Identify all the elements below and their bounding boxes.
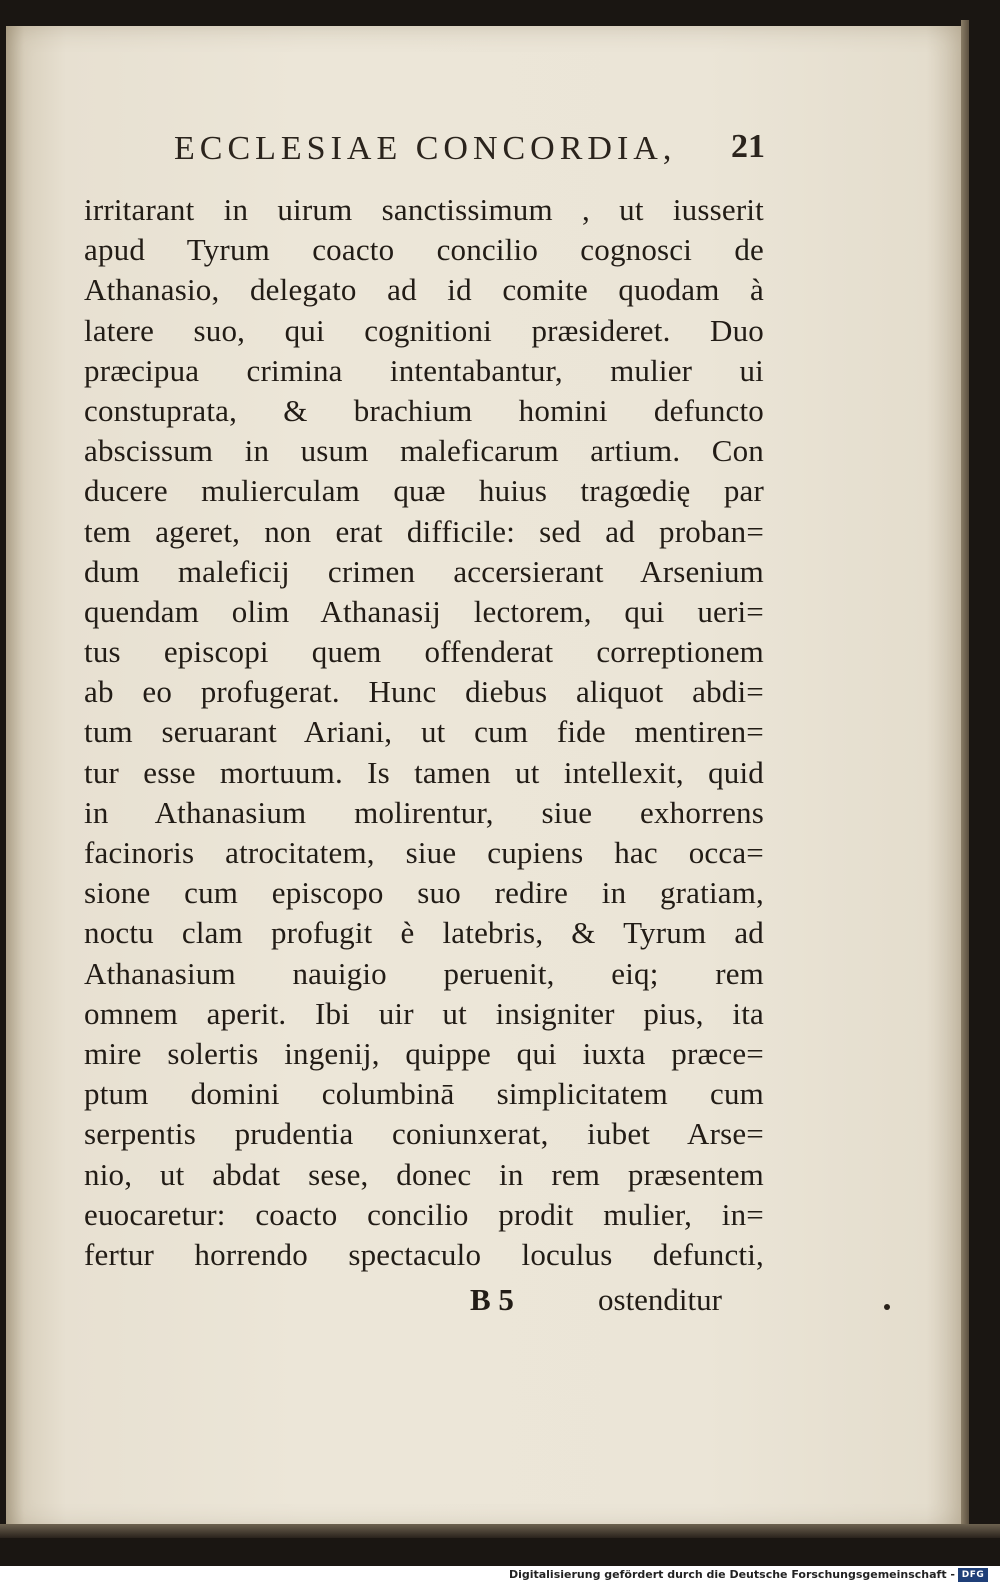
text-line: præcipua crimina intentabantur, mulier ui [84, 352, 764, 388]
page-foot [470, 1282, 770, 1326]
text-line: irritarant in uirum sanctissimum , ut iusserit [84, 192, 764, 227]
catchword: ostenditur [598, 1282, 722, 1317]
text-line: omnem aperit. Ibi uir ut insigniter pius, ita [84, 995, 764, 1031]
text-line: tem ageret, non erat difficile: sed ad proban= [84, 513, 764, 549]
text-line: latere suo, qui cognitioni præsideret. Duo [84, 312, 764, 348]
text-line: abscissum in usum maleficarum artium. Con [84, 433, 764, 469]
text-line: mire solertis ingenij, quippe qui iuxta præce= [84, 1035, 764, 1071]
funding-credit: Digitalisierung gefördert durch die Deutsche Forschungsgemeinschaft - [508, 1568, 955, 1581]
text-line: ptum domini columbinā simplicitatem cum [84, 1076, 764, 1112]
running-head [174, 126, 774, 176]
text-line: Athanasium nauigio peruenit, eiq; rem [84, 955, 764, 991]
text-line: tus episcopi quem offenderat correptionem [84, 634, 764, 670]
text-line: fertur horrendo spectaculo loculus defuncti, [84, 1236, 764, 1272]
page-number: 21 [731, 128, 765, 165]
text-line: euocaretur: coacto concilio prodit mulier, in= [84, 1196, 764, 1232]
text-line: constuprata, & brachium homini defuncto [84, 392, 764, 428]
text-line: in Athanasium molirentur, siue exhorrens [84, 794, 764, 830]
footer-bar [0, 1566, 1000, 1585]
signature-mark: B 5 [470, 1282, 514, 1317]
text-line: facinoris atrocitatem, siue cupiens hac occa= [84, 835, 764, 870]
text-line: ducere mulierculam quæ huius tragœdię par [84, 473, 764, 509]
text-line: nio, ut abdat sese, donec in rem præsentem [84, 1156, 764, 1192]
text-line: quendam olim Athanasij lectorem, qui ueri= [84, 593, 764, 629]
dfg-logo: DFG [958, 1568, 988, 1582]
text-line: dum maleficij crimen accersierant Arsenium [84, 553, 764, 589]
text-line: tum seruarant Ariani, ut cum fide mentiren= [84, 714, 764, 750]
ink-speck [884, 1304, 890, 1310]
text-line: Athanasio, delegato ad id comite quodam à [84, 272, 764, 308]
body-text [84, 190, 764, 1275]
page-edge [961, 20, 969, 1536]
text-line: tur esse mortuum. Is tamen ut intellexit, quid [84, 754, 764, 790]
text-line: ab eo profugerat. Hunc diebus aliquot abdi= [84, 674, 764, 710]
text-line: sione cum episcopo suo redire in gratiam, [84, 875, 764, 911]
running-head-title: ECCLESIAE CONCORDIA, [174, 130, 677, 167]
text-line: noctu clam profugit è latebris, & Tyrum ad [84, 915, 764, 951]
page-bottom-edge [0, 1524, 1000, 1538]
text-line: serpentis prudentia coniunxerat, iubet Arse= [84, 1116, 764, 1152]
text-line: apud Tyrum coacto concilio cognosci de [84, 232, 764, 268]
